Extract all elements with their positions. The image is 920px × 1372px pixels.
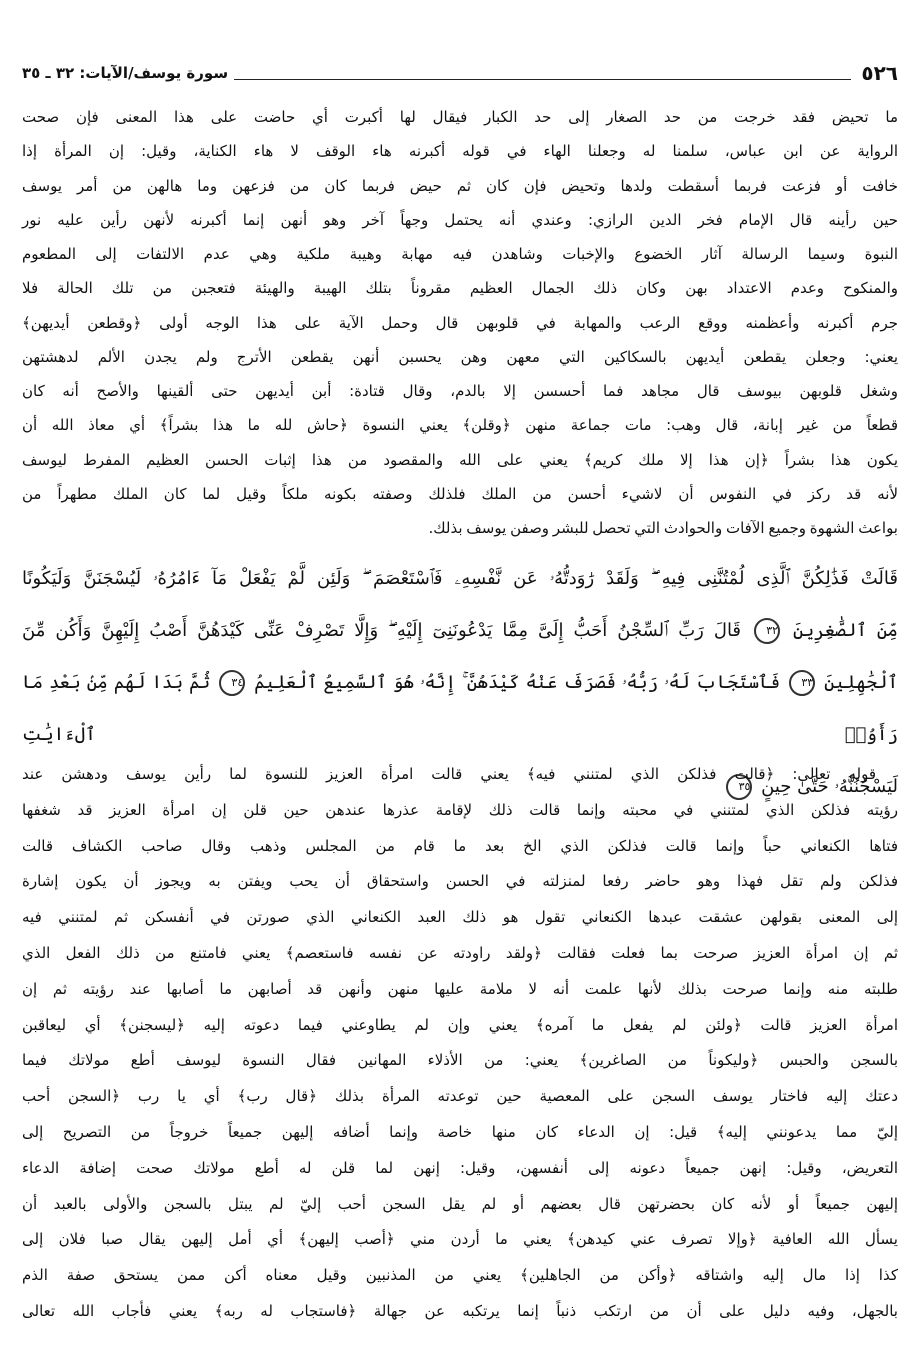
text-line: جرم أكبرنه وأعظمنه ووقع الرعب والمهابة في قلوبهن قال وحمل الآية على هذا الوجه أولى ﴿وقطعن أيديهن﴾ bbox=[22, 313, 898, 332]
page-header bbox=[22, 58, 898, 88]
verse-line bbox=[22, 605, 898, 657]
text-line: رؤيته فذلكن الذي لمتنني في محبته وإنما قالت ذلك لإقامة عذرها عندهن حين قلن إن امرأة العزيز قد شغفها bbox=[22, 800, 898, 819]
verse-number-marker: ٣٢ bbox=[754, 618, 780, 644]
text-line: خافت أو فزعت فربما أسقطت ولدها وتحيض فإن كان ثم حيض فربما كان من فزعهن وما هالهن من أمر يوسف bbox=[22, 176, 898, 195]
verse-line bbox=[22, 657, 898, 761]
verse-text: قَالَتْ فَذَٰلِكُنَّ ٱلَّذِى لُمْتُنَّنِى فِيهِ ۖ وَلَقَدْ رَٰوَدتُّهُۥ عَن نَّفْسِهِۦ فَٱسْتَعْصَمَ ۖ وَلَئِن لَّمْ يَفْعَلْ مَآ ءَامُرُهُۥ لَيُسْجَنَنَّ وَلَيَكُونًا bbox=[22, 568, 898, 589]
verse-text: مِّنَ ٱلصَّٰغِرِينَ bbox=[793, 620, 898, 641]
text-line: قوله تعالى: ﴿قالت فذلكن الذي لمتنني فيه﴾ يعني قالت امرأة العزيز للنسوة لما رأين يوسف ودهشن عند bbox=[22, 765, 876, 783]
text-line: ثم إن امرأة العزيز صرحت بما فعلت فقالت ﴿ولقد راودته عن نفسه فاستعصم﴾ يعني فامتنع من ذلك الفعل الذي bbox=[22, 943, 898, 962]
text-line: الرواية عن ابن عباس، سلمنا له وجعلنا الهاء في قوله أكبرنه هاء الوقف لا هاء الكناية، وقيل: إن المرأة إذا bbox=[22, 142, 898, 161]
text-line: بالسجن والحبس ﴿وليكوناً من الصاغرين﴾ يعني: من الأذلاء المهانين فقال النسوة ليوسف أطع مولاتك فيما bbox=[22, 1051, 898, 1070]
text-line: بواعث الشهوة وجميع الآفات والحوادث التي تحصل للبشر وصفن يوسف بذلك. bbox=[428, 519, 898, 537]
text-line: دعتك إليه فاختار يوسف السجن على المعصية حين توعدته المرأة بذلك ﴿قال رب﴾ أي يا رب ﴿السجن أحب bbox=[22, 1087, 898, 1106]
verse-text: قَالَ رَبِّ ٱلسِّجْنُ أَحَبُّ إِلَىَّ مِمَّا يَدْعُونَنِىٓ إِلَيْهِ ۖ وَإِلَّا تَصْرِفْ عَنِّى كَيْدَهُنَّ أَصْبُ إِلَيْهِنَّ وَأَكُن مِّنَ bbox=[22, 620, 742, 641]
text-line: فذلكن ولم تقل فهذا وهو حاضر رفعا لمنزلته في الحسن واستحقاق أن يحب ويفتن به ويجوز أن يكون إشارة bbox=[22, 872, 898, 891]
commentary-block-1 bbox=[22, 100, 898, 545]
text-line: امرأة العزيز قالت ﴿ولئن لم يفعل ما آمره﴾ يعني وإن لم يطاوعني فيما دعوته إليه ﴿ليسجنن﴾ أي ليعاقبن bbox=[22, 1015, 898, 1034]
text-line: بالجهل، وفيه دليل على أن من ارتكب ذنباً إنما يرتكبه عن جهالة ﴿فاستجاب له ربه﴾ يعني فأجاب الله تعالى bbox=[22, 1301, 898, 1320]
text-line: التعريض، وقيل: إنهن جميعاً دعونه إلى أنفسهن، وقيل: إنهن لما قلن له أطع مولاتك صحت إضافة الدعاء bbox=[22, 1158, 898, 1177]
text-line: طلبته منه وإنما صرحت بذلك لأنها علمت أنه لا ملامة عليها منهن وأنهن قد أصابهن ما أصابها عند رؤيته ثم إن bbox=[22, 979, 898, 998]
text-line: وشغل قلوبهن بيوسف قال مجاهد فما أحسسن إلا بالدم، وقال قتادة: أبن أيديهن حتى ألقينها والأصح أنه كان bbox=[22, 382, 898, 400]
text-line: والمنكوح وعدم الاعتداد بهن وكان ذلك الجمال العظيم مقروناً بتلك الهيبة والهيئة فتعجبن من تلك الحالة فلا bbox=[22, 279, 898, 298]
text-line: يسأل الله العافية ﴿وإلا تصرف عني كيدهن﴾ يعني ما أردن مني ﴿أصب إليهن﴾ أي أمل إليهن يقال صبا فلان إلى bbox=[22, 1230, 898, 1249]
text-line: فتاها الكنعاني حباً وإنما قالت فذلكن الذي الخ بعد ما قام من المجلس وذهب وقال صاحب الكشاف قالت bbox=[22, 836, 898, 855]
verse-text: لَيَسْجُنُنَّهُۥ حَتَّىٰ حِينٍ bbox=[761, 776, 898, 797]
running-title: سورة يوسف/الآيات: ٣٢ ـ ٣٥ bbox=[22, 64, 229, 82]
text-line: يعني: وجعلن يقطعن أيديهن بالسكاكين التي معهن وهن يحسبن أنهن يقطعن الأترج ولم يجدن الألم لدهشتهن bbox=[22, 347, 898, 366]
text-line: حين رأينه قال الإمام فخر الدين الرازي: وعندي أنه يحتمل وجهاً آخر وهو أنهن إنما أكبرنه لأنهن رأين عليه نور bbox=[22, 210, 898, 229]
verse-text: ثُمَّ بَدَا لَهُم مِّنۢ بَعْدِ مَا رَأَوُا۟ ٱلْءَايَٰتِ bbox=[22, 672, 898, 745]
text-line: كذا إذا مال إليه واشتاقه ﴿وأكن من الجاهلين﴾ يعني من المذنبين وقيل معناه أكن ممن يستحق صفة الذم bbox=[22, 1266, 898, 1285]
verse-text: ٱلْجَٰهِلِينَ bbox=[824, 672, 898, 693]
verse-number-marker: ٣٤ bbox=[219, 670, 245, 696]
page-number: ٥٢٦ bbox=[861, 61, 898, 85]
header-rule bbox=[234, 79, 851, 80]
verse-number-marker: ٣٥ bbox=[726, 774, 752, 800]
text-line: يكون هذا بشراً ﴿إن هذا إلا ملك كريم﴾ يعني على الله والمقصود من هذا إثبات الحسن العظيم المفرط ليوسف bbox=[22, 450, 898, 469]
text-line: ما تحيض فقد خرجت من حد الصغار إلى حد الكبار فيقال لها أكبرت أي حاضت على هذا المعنى فإن صحت bbox=[22, 108, 898, 126]
commentary-block-2 bbox=[22, 757, 898, 1330]
text-line: إليّ مما يدعونني إليه﴾ قيل: إن الدعاء كان منها خاصة وإنما أضافه إليهن جميعاً خروجاً من التصريح إلى bbox=[22, 1122, 898, 1141]
text-line: إلى المعنى بقولهن عشقت عبدها الكنعاني تقول هو ذلك العبد الكنعاني الذي صورتن في أنفسكن ثم لمتنني فيه bbox=[22, 908, 898, 927]
text-line: إليهن جميعاً أو لأنه كان بحضرتهن قال بعضهم أو لم يقل السجن أحب إليّ لم يبتل بالسجن والأولى بالعبد أن bbox=[22, 1194, 898, 1213]
verse-line bbox=[22, 553, 898, 605]
text-line: لأنه قد ركز في النفوس أن لاشيء أحسن من الملك فلذلك وصفته بكونه ملكاً وقيل لما كان الملك مطهراً من bbox=[22, 484, 898, 503]
verse-text: فَٱسْتَجَابَ لَهُۥ رَبُّهُۥ فَصَرَفَ عَنْهُ كَيْدَهُنَّ ۚ إِنَّهُۥ هُوَ ٱلسَّمِيعُ ٱلْعَلِيمُ bbox=[254, 672, 781, 693]
verse-number-marker: ٣٣ bbox=[789, 670, 815, 696]
text-line: النبوة وسيما الرسالة آثار الخضوع والإخبات وشاهدن فيه مهابة وهيبة ملكية وهي عدم الالتفات إلى المطعوم bbox=[22, 245, 898, 263]
text-line: قطعاً من غير إبانة، قال وهب: مات جماعة منهن ﴿وقلن﴾ يعني النسوة ﴿حاش لله ما هذا بشراً﴾ أي معاذ الله أن bbox=[22, 416, 898, 435]
